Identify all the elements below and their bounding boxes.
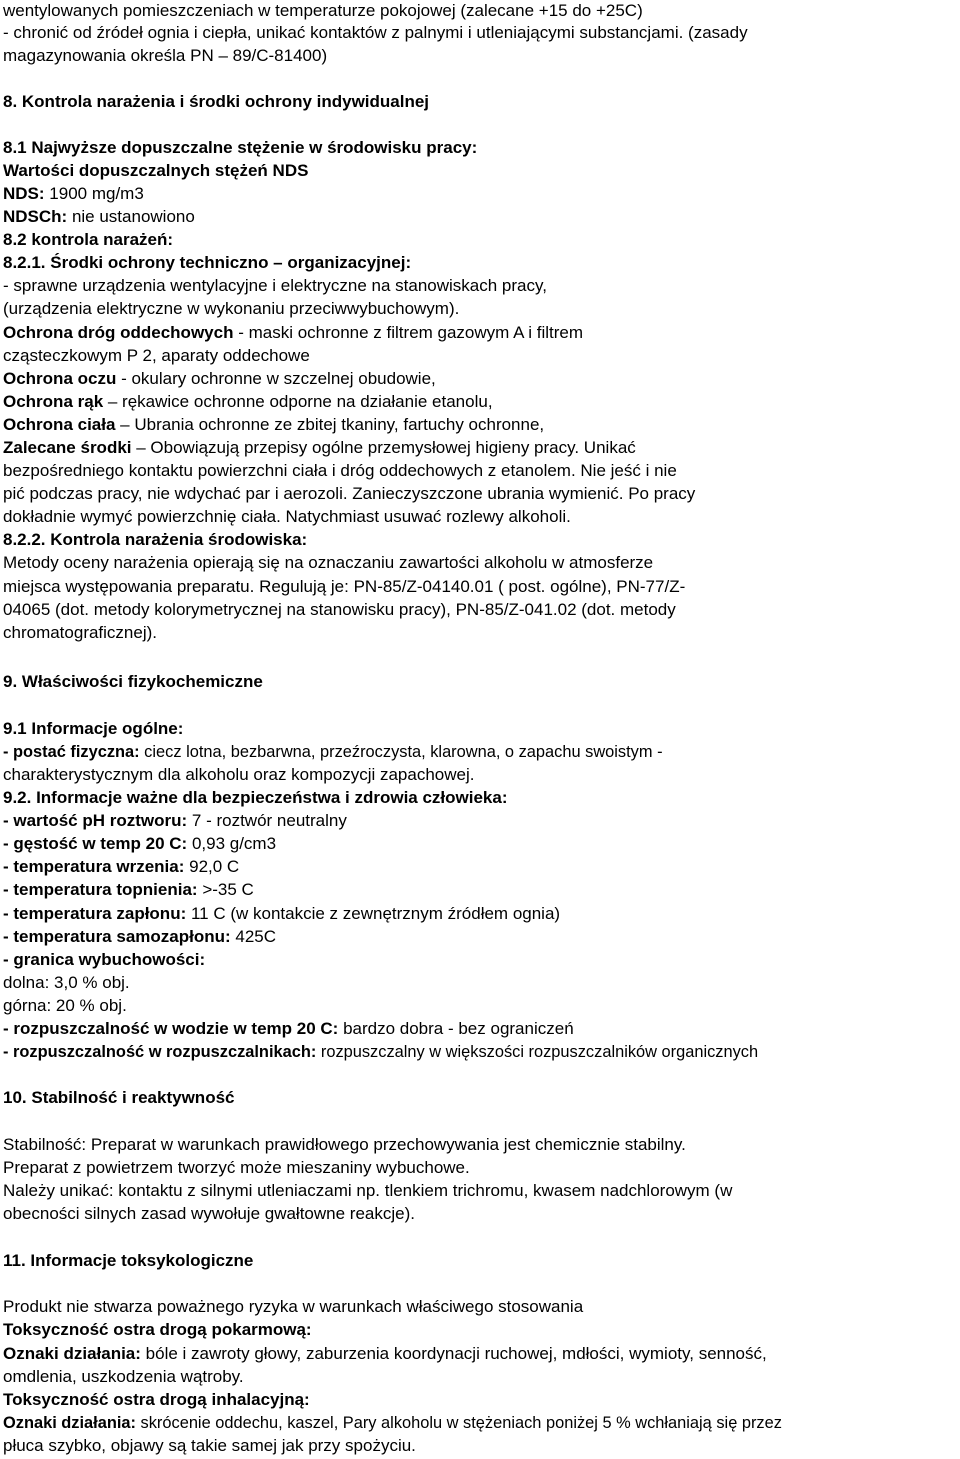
text-line: górna: 20 % obj. [3, 996, 127, 1015]
subsection-heading: 8.1 Najwyższe dopuszczalne stężenie w środowisku pracy: [3, 138, 478, 157]
subsection-heading: 8.2 kontrola narażeń: [3, 230, 174, 249]
section-heading: 10. Stabilność i reaktywność [3, 1088, 235, 1107]
text-line: Wartości dopuszczalnych stężeń NDS [3, 161, 309, 180]
text-line: Produkt nie stwarza poważnego ryzyka w warunkach właściwego stosowania [3, 1297, 584, 1316]
property-line: - rozpuszczalność w wodzie w temp 20 C: bardzo dobra - bez ograniczeń [3, 1019, 574, 1038]
text-line: 04065 (dot. metody kolorymetrycznej na stanowisku pracy), PN-85/Z-041.02 (dot. metody [3, 600, 676, 619]
property-line: - wartość pH roztworu: 7 - roztwór neutralny [3, 811, 347, 830]
property-line: - temperatura zapłonu: 11 C (w kontakcie z zewnętrznym źródłem ognia) [3, 904, 561, 923]
text-line: chromatograficznej). [3, 623, 158, 642]
subsection-heading: 9.2. Informacje ważne dla bezpieczeństwa i zdrowia człowieka: [3, 788, 508, 807]
section-heading: 8. Kontrola narażenia i środki ochrony indywidualnej [3, 92, 430, 111]
subsection-heading: 8.2.2. Kontrola narażenia środowiska: [3, 530, 308, 549]
text-line: dokładnie wymyć powierzchnię ciała. Natychmiast usuwać rozlewy alkoholi. [3, 507, 571, 526]
text-line: dolna: 3,0 % obj. [3, 973, 130, 992]
text-line: NDSCh: nie ustanowiono [3, 207, 195, 226]
property-line: - temperatura samozapłonu: 425C [3, 927, 277, 946]
text-line: Ochrona rąk – rękawice ochronne odporne na działanie etanolu, [3, 392, 493, 411]
text-line: charakterystycznym dla alkoholu oraz kompozycji zapachowej. [3, 765, 475, 784]
section-heading: 11. Informacje toksykologiczne [3, 1251, 254, 1270]
text-line: Należy unikać: kontaktu z silnymi utleniaczami np. tlenkiem trichromu, kwasem nadchlorowym (w [3, 1181, 733, 1200]
text-line: wentylowanych pomieszczeniach w temperaturze pokojowej (zalecane +15 do +25C) [3, 1, 643, 20]
property-line: - rozpuszczalność w rozpuszczalnikach: rozpuszczalny w większości rozpuszczalników organicznych [3, 1043, 759, 1061]
text-line: Ochrona oczu - okulary ochronne w szczelnej obudowie, [3, 369, 436, 388]
text-line: pić podczas pracy, nie wdychać par i aerozoli. Zanieczyszczone ubrania wymienić. Po pracy [3, 484, 696, 503]
property-line: - temperatura topnienia: >-35 C [3, 880, 254, 899]
property-line: - gęstość w temp 20 C: 0,93 g/cm3 [3, 834, 277, 853]
text-line: - postać fizyczna: ciecz lotna, bezbarwna, przeźroczysta, klarowna, o zapachu swoistym - [3, 743, 663, 761]
text-line: cząsteczkowym P 2, aparaty oddechowe [3, 346, 310, 365]
text-line: Oznaki działania: skrócenie oddechu, kaszel, Pary alkoholu w stężeniach poniżej 5 % wchłaniają się przez [3, 1414, 782, 1432]
text-line: Preparat z powietrzem tworzyć może mieszaniny wybuchowe. [3, 1158, 470, 1177]
text-line: Oznaki działania: bóle i zawroty głowy, zaburzenia koordynacji ruchowej, mdłości, wymioty, senność, [3, 1344, 767, 1363]
text-line: (urządzenia elektryczne w wykonaniu przeciwwybuchowym). [3, 299, 460, 318]
text-line: płuca szybko, objawy są takie samej jak przy spożyciu. [3, 1436, 416, 1455]
subsection-heading: Toksyczność ostra drogą pokarmową: [3, 1320, 312, 1339]
subsection-heading: Toksyczność ostra drogą inhalacyjną: [3, 1390, 310, 1409]
text-line: magazynowania określa PN – 89/C-81400) [3, 46, 328, 65]
text-line: NDS: 1900 mg/m3 [3, 184, 144, 203]
property-line: - granica wybuchowości: [3, 950, 206, 969]
text-line: Ochrona ciała – Ubrania ochronne ze zbitej tkaniny, fartuchy ochronne, [3, 415, 545, 434]
property-line: - temperatura wrzenia: 92,0 C [3, 857, 240, 876]
text-line: Stabilność: Preparat w warunkach prawidłowego przechowywania jest chemicznie stabilny. [3, 1135, 686, 1154]
text-line: Zalecane środki – Obowiązują przepisy ogólne przemysłowej higieny pracy. Unikać [3, 438, 636, 457]
subsection-heading: 8.2.1. Środki ochrony techniczno – organizacyjnej: [3, 253, 412, 272]
text-line: bezpośredniego kontaktu powierzchni ciała i dróg oddechowych z etanolem. Nie jeść i nie [3, 461, 677, 480]
text-line: miejsca występowania preparatu. Regulują je: PN-85/Z-04140.01 ( post. ogólne), PN-77/Z- [3, 577, 686, 596]
text-line: - sprawne urządzenia wentylacyjne i elektryczne na stanowiskach pracy, [3, 276, 547, 295]
text-line: Ochrona dróg oddechowych - maski ochronne z filtrem gazowym A i filtrem [3, 323, 584, 342]
section-heading: 9. Właściwości fizykochemiczne [3, 672, 263, 691]
subsection-heading: 9.1 Informacje ogólne: [3, 719, 184, 738]
text-line: omdlenia, uszkodzenia wątroby. [3, 1367, 244, 1386]
text-line: obecności silnych zasad wywołuje gwałtowne reakcje). [3, 1204, 415, 1223]
text-line: Metody oceny narażenia opierają się na oznaczaniu zawartości alkoholu w atmosferze [3, 553, 654, 572]
text-line: - chronić od źródeł ognia i ciepła, unikać kontaktów z palnymi i utleniającymi substancjami. (zasady [3, 23, 748, 42]
